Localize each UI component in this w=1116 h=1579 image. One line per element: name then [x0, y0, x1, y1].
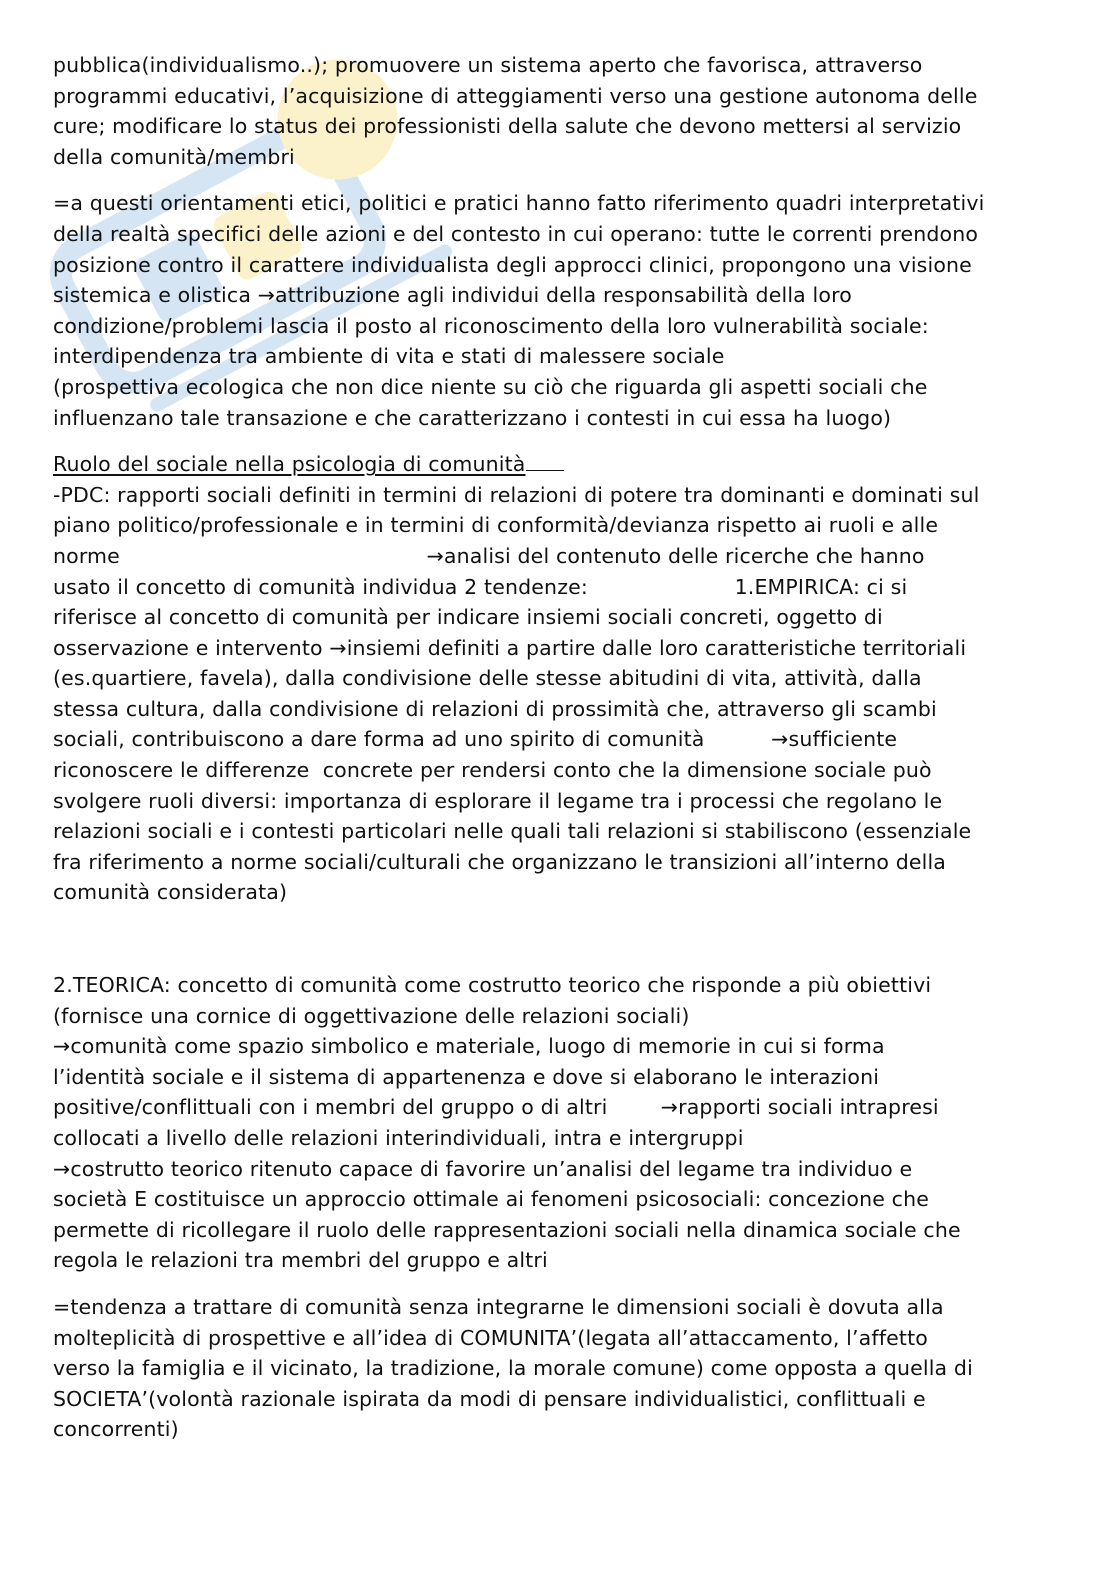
- paragraph-3: [53, 449, 1063, 908]
- text-line: posizione contro il carattere individualista degli approcci clinici, propongono una visione: [53, 252, 972, 277]
- paragraph-2: [53, 188, 1063, 433]
- text-line: interdipendenza tra ambiente di vita e stati di malessere sociale: [53, 344, 725, 369]
- text-line: concorrenti): [53, 1417, 179, 1442]
- text-line: società E costituisce un approccio ottimale ai fenomeni psicosociali: concezione che: [53, 1187, 929, 1212]
- text-line: permette di ricollegare il ruolo delle rappresentazioni sociali nella dinamica sociale che: [53, 1217, 961, 1242]
- text-line: (fornisce una cornice di oggettivazione delle relazioni sociali): [53, 1003, 690, 1028]
- text-line: regola le relazioni tra membri del gruppo e altri: [53, 1248, 548, 1273]
- text-line: sistemica e olistica →attribuzione agli individui della responsabilità della loro: [53, 283, 852, 308]
- text-line: stessa cultura, dalla condivisione di relazioni di prossimità che, attraverso gli scambi: [53, 696, 937, 721]
- text-line: positive/conflittuali con i membri del gruppo o di altri →rapporti sociali intrapresi: [53, 1095, 939, 1120]
- text-line: =tendenza a trattare di comunità senza integrarne le dimensioni sociali è dovuta alla: [53, 1294, 944, 1319]
- text-line: (es.quartiere, favela), dalla condivisione delle stesse abitudini di vita, attività, dalla: [53, 666, 922, 691]
- text-line: =a questi orientamenti etici, politici e pratici hanno fatto riferimento quadri interpretativi: [53, 191, 985, 216]
- section-heading-text: Ruolo del sociale nella psicologia di comunità: [53, 452, 526, 477]
- text-line: 2.TEORICA: concetto di comunità come costrutto teorico che risponde a più obiettivi: [53, 973, 932, 998]
- text-line: -PDC: rapporti sociali definiti in termini di relazioni di potere tra dominanti e dominati sul: [53, 482, 980, 507]
- text-line: svolgere ruoli diversi: importanza di esplorare il legame tra i processi che regolano le: [53, 788, 943, 813]
- text-line: fra riferimento a norme sociali/culturali che organizzano le transizioni all’interno della: [53, 849, 947, 874]
- text-line: →costrutto teorico ritenuto capace di favorire un’analisi del legame tra individuo e: [53, 1156, 913, 1181]
- text-line: condizione/problemi lascia il posto al riconoscimento della loro vulnerabilità sociale:: [53, 313, 929, 338]
- section-heading: [53, 449, 1063, 480]
- text-line: cure; modificare lo status dei professionisti della salute che devono mettersi al servizio: [53, 114, 962, 139]
- text-line: riconoscere le differenze concrete per rendersi conto che la dimensione sociale può: [53, 758, 932, 783]
- text-line: relazioni sociali e i contesti particolari nelle quali tali relazioni si stabiliscono (essenziale: [53, 819, 972, 844]
- text-line: verso la famiglia e il vicinato, la tradizione, la morale comune) come opposta a quella di: [53, 1356, 973, 1381]
- text-line: collocati a livello delle relazioni interindividuali, intra e intergruppi: [53, 1126, 744, 1150]
- text-line: →comunità come spazio simbolico e materiale, luogo di memorie in cui si forma: [53, 1034, 885, 1059]
- text-line: (prospettiva ecologica che non dice niente su ciò che riguarda gli aspetti sociali che: [53, 374, 928, 399]
- text-line: SOCIETA’(volontà razionale ispirata da modi di pensare individualistici, conflittuali e: [53, 1386, 926, 1411]
- text-line: comunità considerata): [53, 880, 288, 905]
- paragraph-5: [53, 1292, 1063, 1445]
- paragraph-4: [53, 970, 1063, 1276]
- text-line: pubblica(individualismo..); promuovere un sistema aperto che favorisca, attraverso: [53, 53, 923, 77]
- heading-underline-extension: [526, 452, 564, 471]
- text-line: osservazione e intervento →insiemi definiti a partire dalle loro caratteristiche territoriali: [53, 635, 967, 660]
- text-line: della realtà specifici delle azioni e del contesto in cui operano: tutte le correnti prendono: [53, 221, 979, 246]
- text-line: l’identità sociale e il sistema di appartenenza e dove si elaborano le interazioni: [53, 1064, 880, 1089]
- text-line: usato il concetto di comunità individua 2 tendenze: 1.EMPIRICA: ci si: [53, 574, 908, 599]
- text-line: riferisce al concetto di comunità per indicare insiemi sociali concreti, oggetto di: [53, 605, 883, 630]
- text-line: della comunità/membri: [53, 144, 295, 169]
- text-line: sociali, contribuiscono a dare forma ad uno spirito di comunità →sufficiente: [53, 727, 898, 752]
- text-line: programmi educativi, l’acquisizione di atteggiamenti verso una gestione autonoma delle: [53, 83, 978, 108]
- document-page: [53, 50, 1063, 1445]
- paragraph-1: [53, 50, 1063, 172]
- text-line: influenzano tale transazione e che caratterizzano i contesti in cui essa ha luogo): [53, 405, 892, 430]
- text-line: piano politico/professionale e in termini di conformità/devianza rispetto ai ruoli e alle: [53, 513, 939, 538]
- text-line: molteplicità di prospettive e all’idea di COMUNITA’(legata all’attaccamento, l’affetto: [53, 1325, 928, 1350]
- text-line: norme →analisi del contenuto delle ricerche che hanno: [53, 543, 925, 568]
